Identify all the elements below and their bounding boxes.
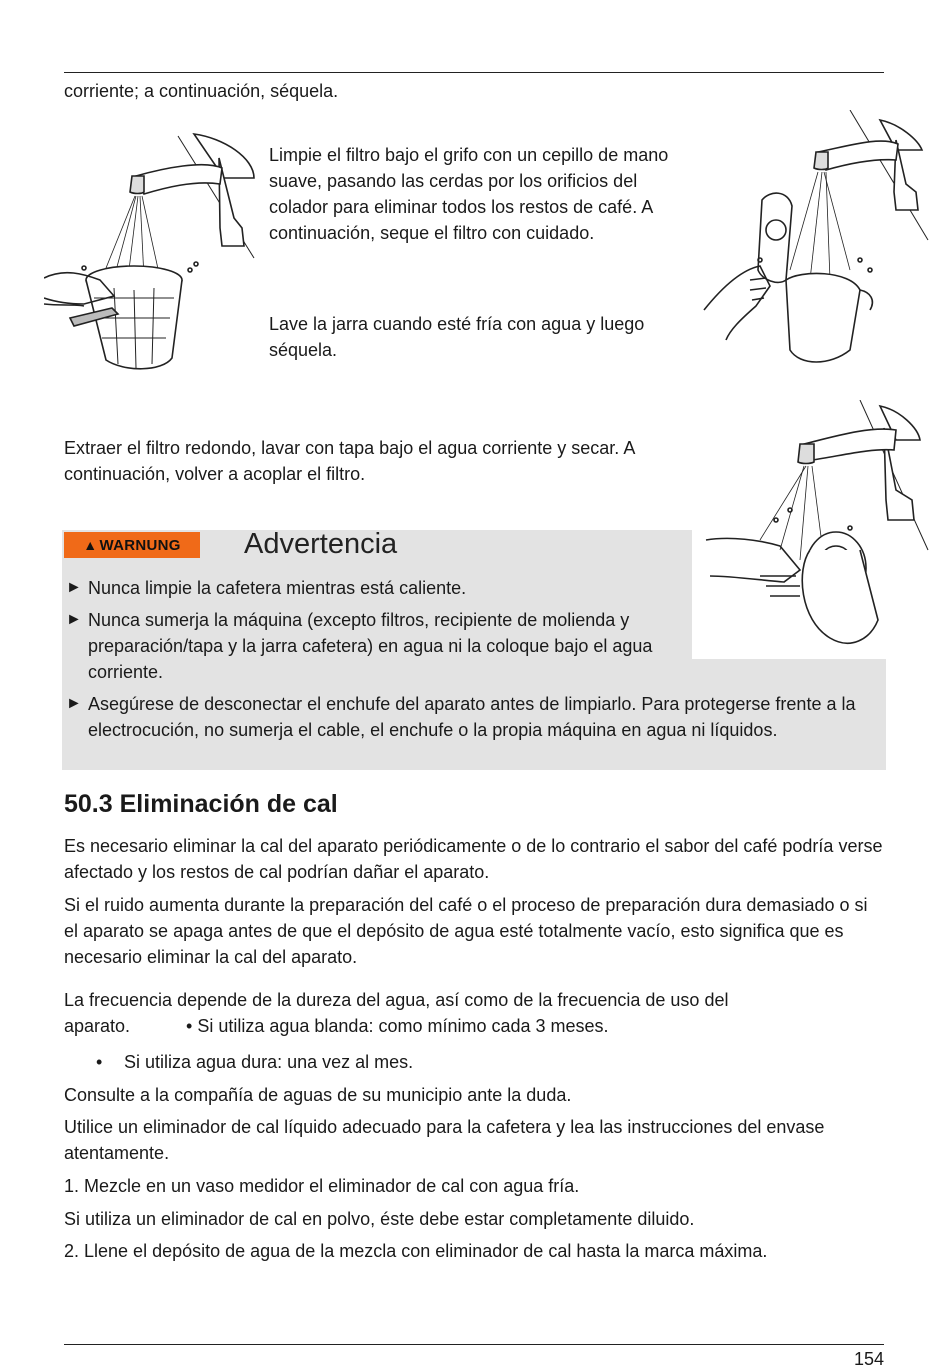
warning-item-text: Nunca sumerja la máquina (excepto filtros, recipiente de molienda y preparación/tapa y la jarra cafetera) en agua ni la coloque bajo el agua corriente. [88,610,653,682]
warning-title: Advertencia [244,528,398,560]
section-paragraph: aparato. [64,1016,131,1036]
round-filter-text: Extraer el filtro redondo, lavar con tapa bajo el agua corriente y secar. A continuación, volver a acoplar el filtro. [64,438,635,484]
bottom-rule [64,1344,884,1345]
warning-item-text: Nunca limpie la cafetera mientras está caliente. [88,578,467,598]
section-paragraph: Consulte a la compañía de aguas de su municipio ante la duda. [64,1085,572,1105]
arrow-right-icon: ► [66,579,82,596]
list-item [96,1049,413,1075]
filter-under-tap-icon [44,128,256,382]
list-item-text: Si utiliza agua blanda: como mínimo cada 3 meses. [197,1016,609,1036]
list-item-text: Si utiliza agua dura: una vez al mes. [124,1052,414,1072]
section-title-text: Eliminación de cal [119,790,338,818]
jug-cleaning-text: Lave la jarra cuando esté fría con agua y luego séquela. [269,314,645,360]
section-paragraph: Si utiliza un eliminador de cal en polvo, éste debe estar completamente diluido. [64,1209,695,1229]
list-item [186,1013,609,1039]
warning-triangle-icon: ▲ [83,537,98,553]
warning-item [64,691,884,743]
warning-badge [64,532,200,558]
warning-item [64,607,692,685]
section-paragraph: Es necesario eliminar la cal del aparato periódicamente o de lo contrario el sabor del café podría verse afectado y los restos de cal podrían dañar el aparato. [64,836,883,882]
numbered-step: 1. Mezcle en un vaso medidor el eliminador de cal con agua fría. [64,1176,580,1196]
section-number: 50.3 [64,790,113,818]
jug-under-tap-icon [700,110,930,370]
section-paragraph: La frecuencia depende de la dureza del agua, así como de la frecuencia de uso del [64,990,729,1010]
top-rule [64,72,884,73]
warning-item [64,575,692,601]
arrow-right-icon: ► [66,695,82,712]
section-paragraph: Si el ruido aumenta durante la preparación del café o el proceso de preparación dura demasiado o si el aparato se apaga antes de que el depósito de agua esté totalmente vacío, esto significa que es necesario eliminar la cal del aparato. [64,895,868,967]
top-text: corriente; a continuación, séquela. [64,81,339,101]
filter-cleaning-text: Limpie el filtro bajo el grifo con un cepillo de mano suave, pasando las cerdas por los orificios del colador para eliminar todos los restos de café. A continuación, seque el filtro con cuidado. [269,145,669,243]
arrow-right-icon: ► [66,611,82,628]
bullet-icon: • [186,1016,193,1036]
bullet-icon: • [96,1052,103,1072]
page-number: 154 [853,1349,884,1369]
warning-item-text: Asegúrese de desconectar el enchufe del aparato antes de limpiarlo. Para protegerse frente a la electrocución, no sumerja el cable, el enchufe o la propia máquina en agua ni líquidos. [88,694,856,740]
warning-badge-label: WARNUNG [99,536,181,554]
section-heading [64,790,338,819]
round-filter-under-tap-icon [700,400,930,658]
numbered-step: 2. Llene el depósito de agua de la mezcla con eliminador de cal hasta la marca máxima. [64,1241,768,1261]
section-paragraph: Utilice un eliminador de cal líquido adecuado para la cafetera y lea las instrucciones del envase atentamente. [64,1117,825,1163]
